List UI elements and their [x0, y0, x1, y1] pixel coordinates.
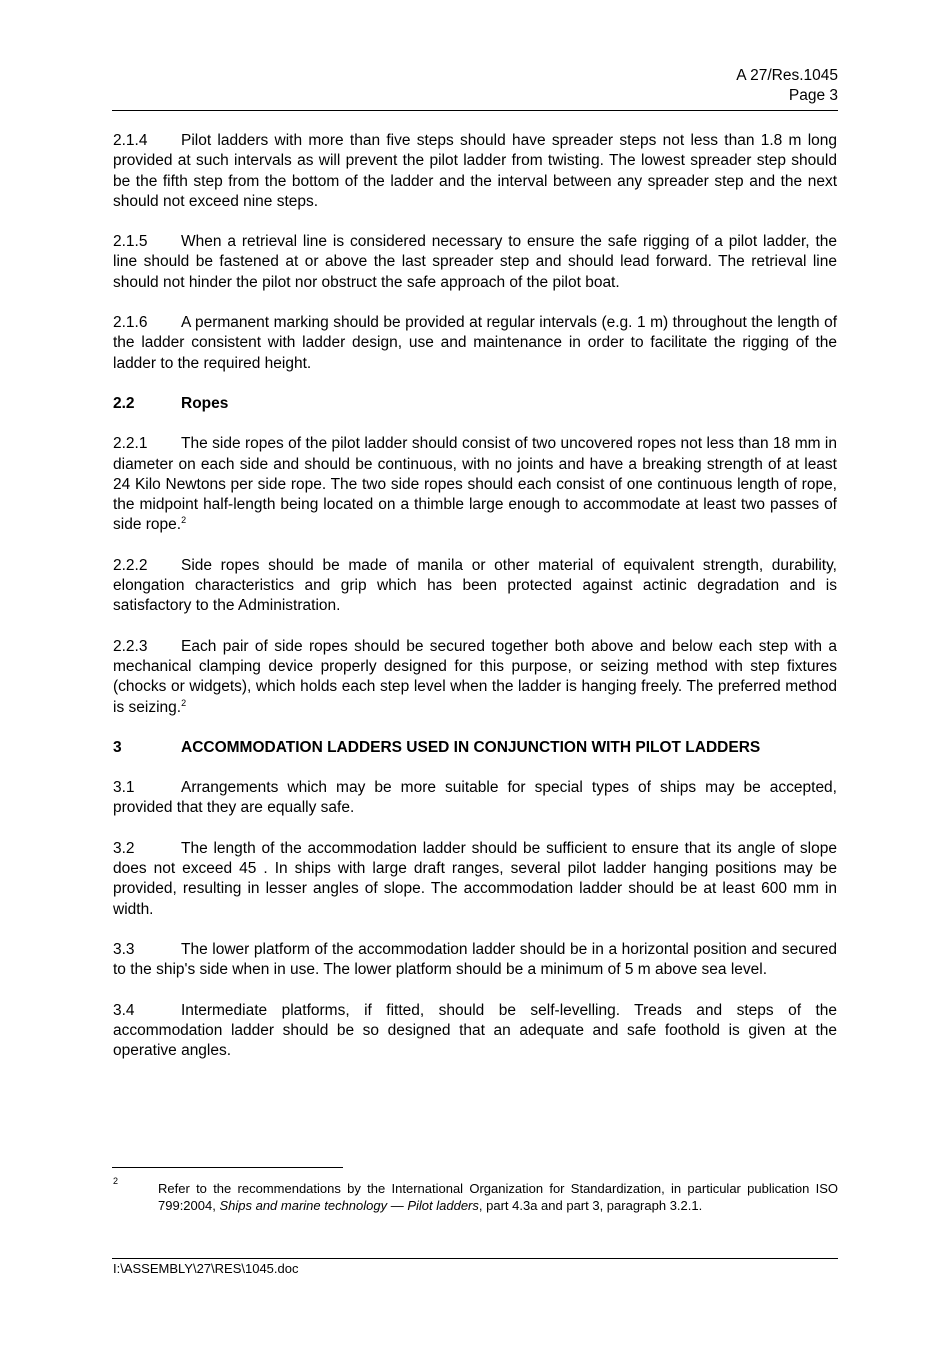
- section-title: Ropes: [181, 394, 229, 412]
- footnote-reference[interactable]: 2: [181, 697, 187, 708]
- paragraph-text: When a retrieval line is considered necessary to ensure the safe rigging of a pilot ladder, the line should be fastened at or above the last spreader step and should lead forward. The retrieval line should not hinder the pilot nor obstruct the safe approach of the pilot boat.: [113, 233, 837, 291]
- paragraph-text: A permanent marking should be provided at regular intervals (e.g. 1 m) throughout the length of the ladder consistent with ladder design, use and maintenance in order to facilitate the rigging of the ladder to the required height.: [113, 314, 837, 372]
- section-heading-3: [113, 738, 837, 758]
- paragraph-number: 2.2.2: [113, 556, 148, 574]
- footnote: [112, 1176, 838, 1214]
- footnote-text-before: Refer to the recommendations by the International Organization for Standardization, in particular publication ISO 799:2004,: [158, 1181, 838, 1213]
- document-body: [113, 131, 837, 1081]
- footnote-separator: [112, 1167, 343, 1168]
- paragraph-3-4: [113, 1001, 837, 1062]
- paragraph-number: 2.1.5: [113, 233, 148, 251]
- paragraph-number: 2.1.4: [113, 132, 148, 149]
- footnote-reference[interactable]: 2: [181, 515, 187, 526]
- paragraph-text: The side ropes of the pilot ladder should consist of two uncovered ropes not less than 18 mm in diameter on each side and should be continuous, with no joints and have a breaking strength of at least 24 Kilo Newtons per side rope. The two side ropes should each consist of one continuous length of rope, the midpoint half-length being located on a thimble large enough to accommodate at least two passes of side rope.: [113, 435, 837, 534]
- paragraph-2-2-3: [113, 637, 837, 718]
- paragraph-3-2: [113, 839, 837, 920]
- paragraph-text: Pilot ladders with more than five steps should have spreader steps not less than 1.8 m long provided at such intervals as will prevent the pilot ladder from twisting. The lowest spreader step should be the fifth step from the bottom of the ladder and the interval between any spreader step and the next should not exceed nine steps.: [113, 132, 837, 210]
- section-title: ACCOMMODATION LADDERS USED IN CONJUNCTION WITH PILOT LADDERS: [181, 738, 761, 756]
- paragraph-3-3: [113, 940, 837, 981]
- footnote-text-after: , part 4.3a and part 3, paragraph 3.2.1.: [478, 1198, 703, 1213]
- paragraph-2-1-4: [113, 131, 837, 212]
- paragraph-number: 3.1: [113, 779, 135, 797]
- footnote-text: [158, 1176, 838, 1214]
- section-number: 2.2: [113, 394, 135, 412]
- paragraph-number: 2.1.6: [113, 314, 148, 332]
- paragraph-text: Each pair of side ropes should be secured together both above and below each step with a mechanical clamping device properly designed for this purpose, or seizing method with step fixtures (chocks or widgets), which holds each step level when the ladder is hanging freely. The preferred method is seizing.: [113, 637, 837, 716]
- paragraph-text: The lower platform of the accommodation ladder should be in a horizontal position and secured to the ship's side when in use. The lower platform should be a minimum of 5 m above sea level.: [113, 940, 837, 979]
- paragraph-3-1: [113, 778, 837, 819]
- footer-rule: [112, 1258, 838, 1259]
- page-number: Page 3: [788, 87, 838, 104]
- paragraph-number: 3.4: [113, 1001, 135, 1019]
- document-reference: A 27/Res.1045: [736, 67, 838, 84]
- paragraph-2-1-5: [113, 232, 837, 293]
- paragraph-text: Intermediate platforms, if fitted, should be self-levelling. Treads and steps of the accommodation ladder should be so designed that an adequate and safe foothold is given at the operative angles.: [113, 1001, 837, 1060]
- paragraph-text: The length of the accommodation ladder should be sufficient to ensure that its angle of slope does not exceed 45 . In ships with large draft ranges, several pilot ladder hanging positions may be provided, resulting in lesser angles of slope. The accommodation ladder should be at least 600 mm in width.: [113, 839, 837, 918]
- section-number: 3: [113, 738, 122, 756]
- footnote-mark: 2: [113, 1176, 119, 1186]
- paragraph-2-2-1: [113, 434, 837, 535]
- footnote-cited-title: Ships and marine technology — Pilot ladders: [219, 1198, 479, 1213]
- paragraph-number: 3.3: [113, 940, 135, 958]
- paragraph-text: Arrangements which may be more suitable for special types of ships may be accepted, provided that they are equally safe.: [113, 779, 837, 817]
- footer-file-path: I:\ASSEMBLY\27\RES\1045.doc: [113, 1261, 299, 1276]
- section-heading-2-2: [113, 394, 837, 414]
- paragraph-number: 2.2.1: [113, 435, 148, 453]
- header-rule: [112, 110, 838, 111]
- paragraph-number: 2.2.3: [113, 637, 148, 655]
- paragraph-text: Side ropes should be made of manila or other material of equivalent strength, durability, elongation characteristics and grip which has been protected against actinic degradation and is satisfactory to the Administration.: [113, 556, 837, 615]
- paragraph-2-2-2: [113, 556, 837, 617]
- paragraph-number: 3.2: [113, 839, 135, 857]
- paragraph-2-1-6: [113, 313, 837, 374]
- page-header: [112, 66, 838, 106]
